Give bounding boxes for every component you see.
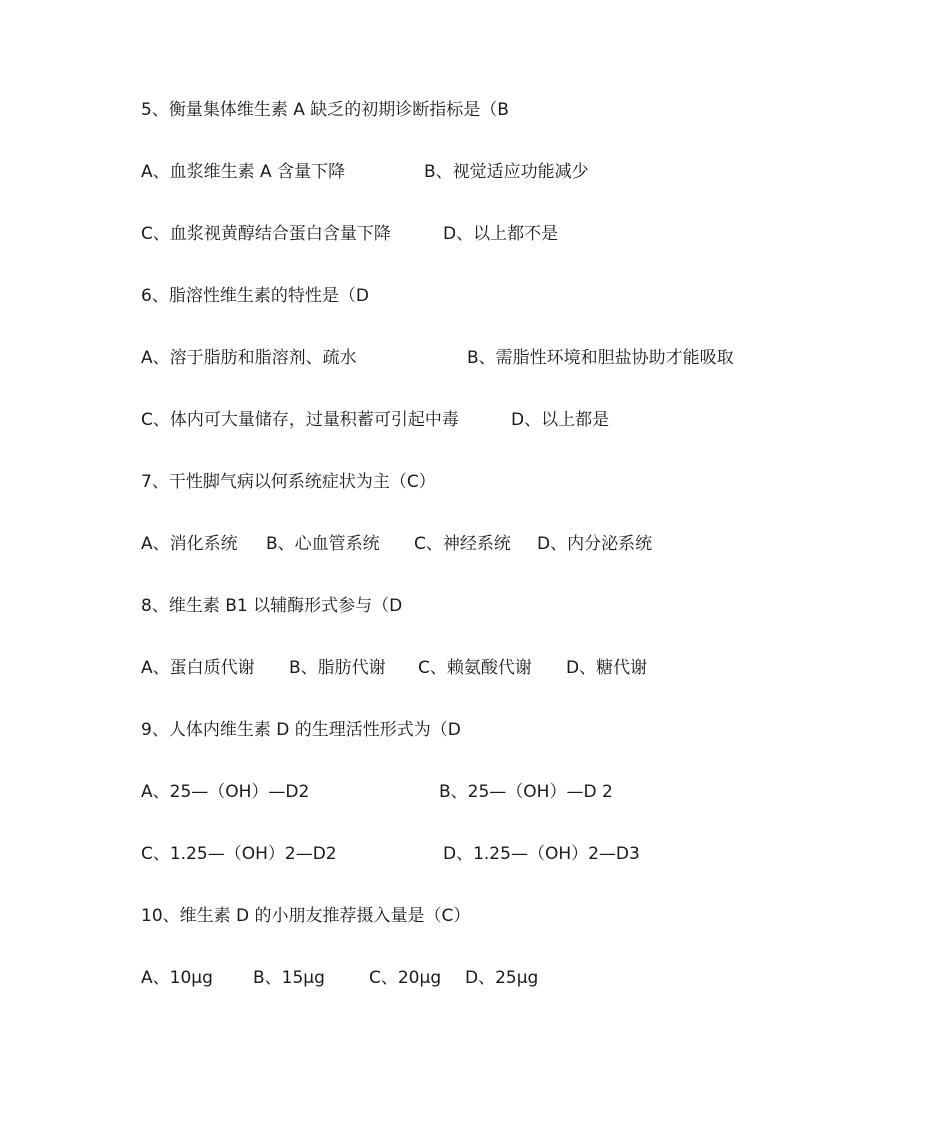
question-text: 7、干性脚气病以何系统症状为主（C） bbox=[141, 472, 436, 492]
option-a: A、25—（OH）—D2 bbox=[141, 782, 310, 802]
option-b: B、视觉适应功能减少 bbox=[424, 162, 589, 182]
option-b: B、需脂性环境和胆盐协助才能吸取 bbox=[467, 348, 734, 368]
question-text: 9、人体内维生素 D 的生理活性形式为（D bbox=[141, 720, 461, 740]
option-a: A、溶于脂肪和脂溶剂、疏水 bbox=[141, 348, 357, 368]
option-b: B、15μg bbox=[253, 968, 325, 988]
option-a: A、10μg bbox=[141, 968, 213, 988]
option-d: D、糖代谢 bbox=[566, 658, 648, 678]
question-text: 10、维生素 D 的小朋友推荐摄入量是（C） bbox=[141, 906, 471, 926]
question-text: 5、衡量集体维生素 A 缺乏的初期诊断指标是（B bbox=[141, 100, 509, 120]
option-d: D、25μg bbox=[465, 968, 539, 988]
option-d: D、内分泌系统 bbox=[537, 534, 653, 554]
option-d: D、以上都是 bbox=[511, 410, 610, 430]
question-text: 6、脂溶性维生素的特性是（D bbox=[141, 286, 369, 306]
option-c: C、血浆视黄醇结合蛋白含量下降 bbox=[141, 224, 391, 244]
option-b: B、25—（OH）—D 2 bbox=[439, 782, 613, 802]
option-b: B、脂肪代谢 bbox=[289, 658, 386, 678]
option-a: A、血浆维生素 A 含量下降 bbox=[141, 162, 346, 182]
option-a: A、蛋白质代谢 bbox=[141, 658, 255, 678]
option-c: C、赖氨酸代谢 bbox=[418, 658, 532, 678]
option-d: D、1.25—（OH）2—D3 bbox=[443, 844, 640, 864]
option-a: A、消化系统 bbox=[141, 534, 238, 554]
option-b: B、心血管系统 bbox=[266, 534, 380, 554]
option-c: C、体内可大量储存，过量积蓄可引起中毒 bbox=[141, 410, 459, 430]
option-c: C、20μg bbox=[369, 968, 442, 988]
question-text: 8、维生素 B1 以辅酶形式参与（D bbox=[141, 596, 403, 616]
option-c: C、1.25—（OH）2—D2 bbox=[141, 844, 337, 864]
option-d: D、以上都不是 bbox=[443, 224, 559, 244]
option-c: C、神经系统 bbox=[414, 534, 511, 554]
